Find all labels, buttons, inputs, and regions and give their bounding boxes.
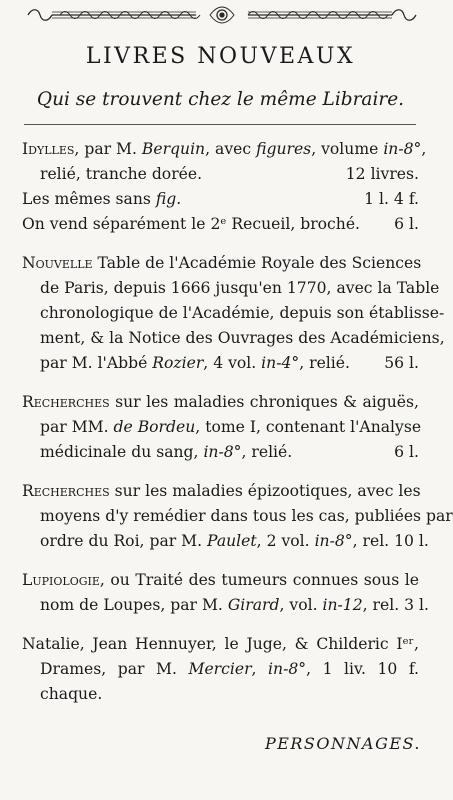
entry-line: On vend séparément le 2ᵉ Recueil, broché. 6 l. [22, 212, 419, 237]
entry-line: Natalie, Jean Hennuyer, le Juge, & Childeric Iᵉʳ, [22, 635, 419, 653]
list-item [22, 137, 427, 237]
book-list [22, 137, 453, 721]
entry-line: ordre du Roi, par M. Paulet, 2 vol. in-8°, rel. 10 l. [40, 532, 429, 550]
price: 6 l. [394, 215, 419, 233]
entry-line: par M. l'Abbé Rozier, 4 vol. in-4°, relié. 56 l. [22, 351, 419, 376]
entry-line: relié, tranche dorée. 12 livres. [22, 162, 419, 187]
entry-line: par MM. de Bordeu, tome I, contenant l'Analyse [40, 418, 422, 436]
list-item [22, 632, 419, 707]
entry-line: chronologique de l'Académie, depuis son établisse- [40, 304, 445, 322]
entry-line: Recherches sur les maladies épizootiques, avec les [22, 482, 421, 500]
entry-line: ment, & la Notice des Ouvrages des Académiciens, [40, 329, 445, 347]
entry-line: chaque. [40, 685, 103, 703]
page-title: LIVRES NOUVEAUX [85, 44, 356, 69]
list-item [22, 390, 422, 465]
title-divider [24, 124, 416, 125]
list-item [22, 479, 453, 554]
list-item [22, 568, 429, 618]
entry-line: médicinale du sang, in-8°, relié. 6 l. [22, 440, 419, 465]
entry-line: Nouvelle Table de l'Académie Royale des Sciences [22, 254, 422, 272]
entry-line: Drames, par M. Mercier, in-8°, 1 liv. 10 f. [40, 660, 419, 678]
entry-line: Lupiologie, ou Traité des tumeurs connues sous le [22, 571, 419, 589]
page-subtitle: Qui se trouvent chez le même Libraire. [36, 89, 405, 110]
price: 1 l. 4 f. [364, 190, 419, 208]
list-item [22, 251, 445, 376]
price: 12 livres. [345, 165, 419, 183]
entry-line: moyens d'y remédier dans tous les cas, publiées par [40, 507, 453, 525]
decorative-border-ornament [26, 4, 418, 26]
price: 6 l. [394, 443, 419, 461]
entry-line: Idylles, par M. Berquin, avec figures, volume in-8°, [22, 140, 427, 158]
entry-line: de Paris, depuis 1666 jusqu'en 1770, avec la Table [40, 279, 440, 297]
price: 56 l. [384, 354, 419, 372]
entry-line: Les mêmes sans fig. 1 l. 4 f. [22, 187, 419, 212]
entry-line: nom de Loupes, par M. Girard, vol. in-12, rel. 3 l. [40, 596, 429, 614]
catchword: PERSONNAGES. [264, 734, 421, 753]
entry-line: Recherches sur les maladies chroniques & aiguës, [22, 393, 419, 411]
